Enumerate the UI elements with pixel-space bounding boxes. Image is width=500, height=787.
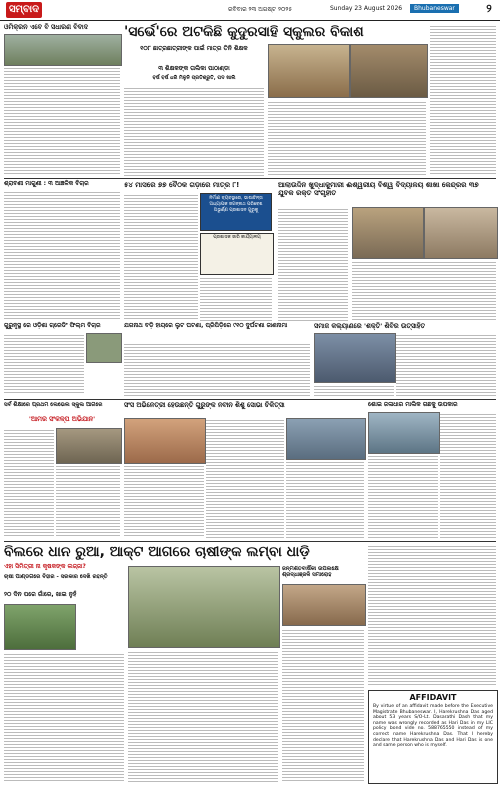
affidavit-text: By virtue of an affidavit made before the Executive Magistrate Bhubaneswar. I, Harekrushna Das aged about 53 years S/O-Lt. Dasarathi Dash that my name was wrongly recorded as Hari Das in my LIC policy bond vide no. 588765550 instead of my correct name Harekrushna Das. That I hereby declare that Harekrushna Das and Hari Das is one and same person who is myself.: [373, 704, 493, 749]
story-education-photo: [56, 428, 122, 464]
story-actress-body-3: [286, 460, 364, 538]
story-omicron-photo: [4, 34, 122, 66]
story-actress-body-2: [206, 418, 284, 538]
story-blood-photo: [352, 207, 424, 259]
story-education-quote: 'ଆମର ସଂକଳ୍ପ ଅଭିଯାନ': [28, 415, 96, 423]
divider-3: [4, 541, 496, 542]
divider: [4, 178, 496, 179]
story-film-body: [4, 333, 84, 393]
story-education-body-2: [56, 464, 120, 538]
story-actress-body: [124, 464, 204, 538]
page-number: ୨: [486, 2, 492, 15]
story-meeting-box: ନିର୍ମାଣ ବ୍ୟବସ୍ଥାରେ, ଭାଷାଚିନ୍ତା ଅଧ୍ୟାପକ ଜଗନ୍ନାଥ ପରିବେଶ ଅଭୁର୍ଣ୍ଣ ପ୍ରଶାସନ ଗୁରୁକୁ: [200, 193, 272, 231]
date-english: Sunday 23 August 2026: [330, 5, 403, 12]
story-tribute-title: ଜନ୍ମଶତବାର୍ଷିକୀ ଉପଲକ୍ଷେ ଶ୍ରଦ୍ଧାଞ୍ଜଳି ସମାରୋହ: [282, 566, 339, 579]
story-omicron-title: ଓମିକ୍ରନ ଏବେ ବି ସଧାରଣ ବିବାଦ: [4, 23, 89, 31]
story-shravani-title: ଶ୍ରାବଣୀ ମାଗୁଣୀ : ୩ ଆଞ୍ଚଳିକ ବିଚାର: [4, 180, 89, 187]
date-odia: ରବିବାର ୨୩ ଅଗଷ୍ଟ ୨୦୨୫: [228, 6, 293, 13]
city-label: Bhubaneswar: [410, 4, 459, 13]
story-shakti-body: [396, 333, 496, 397]
story-meeting-title: ୫୪ ମାସରେ ୭୭ ବୈଠକ ଗଡ଼ାରେ ମାତ୍ର ୮!: [124, 181, 240, 189]
big-headline: ବିଲରେ ଧାନ ରୁଆ, ଆକ୍ଟ ଆଗରେ ଚାଷୀଙ୍କ ଲମ୍ବା ଧାଡ଼ି: [4, 544, 310, 560]
divider-2: [4, 399, 496, 400]
right-bottom-body: [368, 544, 496, 686]
main-subhead-2: ୩ ଶିକ୍ଷକଙ୍କ ତାଲିକା ପାଠାଣ୍ଡା: [158, 65, 230, 72]
story-water-title: ଶୋଇ ଜଳାଧାର ମାଲିକ ଗଛକୁ ଉପକାର: [368, 401, 458, 408]
story-water-body: [440, 412, 496, 538]
main-story-body-2: [268, 100, 426, 176]
main-headline: 'ସର୍ଭେ'ରେ ଅଟକିଛି କୁଦୁରସାହି ସ୍କୁଲର ବିକାଶ: [124, 24, 364, 40]
story-actress-photo: [124, 418, 206, 464]
big-story-body: [4, 652, 124, 782]
masthead: [0, 0, 500, 21]
story-shravani-body: [4, 190, 120, 320]
story-actress-title: ସଂସ ଅଭିନେତ୍ରୀ ହେଉଛନ୍ତି ଗୁରୁଙ୍କ ନବୀନ ଶିଶୁ ସୋଭା ଚିକିତ୍ସା: [124, 401, 285, 409]
story-robbery-title: ଯଗନାଥ ବଡ଼ି ହାୟରେ ଲୁଟ ଘଟଣା, ପ୍ରିପିଡ଼ିରେ ୯୧୦ ଦୁର୍ଘଟଣା ଜାଣନାମା: [124, 322, 288, 329]
story-shakti-title: ସମାଜ କଲ୍ୟାଣରେ 'ଶକ୍ତି' ଶିବିର ଉତ୍ସାହିତ: [314, 322, 426, 330]
newspaper-logo: ସମ୍ବାଦ: [6, 2, 42, 18]
big-question: ଏହା ସିମିତ୍ରୀ ନା କୃଷକଙ୍କ ଲଜ୍ଜା?: [4, 563, 86, 570]
main-story-body: [124, 86, 264, 176]
story-blood-title: ଆଲାଉଦ୍ଦିନ ଖୁଦ୍ଧାକୁମାରୀ ଈଶ୍ୱରୀୟ ବିଶ୍ୱ ବିଦ୍ୟାଳୟ ଶାଖା କେନ୍ଦ୍ରର ୩୭ ଯୁବକ ରକ୍ତ ସଂଗୃହୀତ: [278, 181, 479, 198]
story-blood-body: [278, 207, 348, 321]
big-subhead-2: ୨୦ ଦିନ ପରେ ଗାଁରେ, ଖାଇ ନୁହଁ: [4, 591, 77, 598]
farmers-photo: [4, 604, 76, 650]
affidavit-title: AFFIDAVIT: [409, 693, 457, 702]
affidavit-box: [368, 690, 498, 784]
story-shakti-body-2: [314, 384, 394, 397]
big-subhead: ଚାଷୀ ପାଣ୍ଡଗରେ ବିହାର - ସରକାର ଦେଖି ରହନ୍ତି: [4, 574, 108, 580]
story-robbery-body: [124, 342, 310, 397]
school-photo-1: [268, 44, 350, 98]
story-blood-photo-2: [424, 207, 498, 259]
farmers-queue-photo: [128, 566, 280, 648]
story-actress-photo-2: [286, 418, 366, 460]
main-subhead-3: ବର୍ଷ ବର୍ଷ ଧରି ମିଳୁନି ପ୍ରତିଶ୍ରୁତି, ପଦ ଖାଲି: [152, 75, 236, 81]
school-photo-2: [350, 44, 428, 98]
main-subhead-1: ୧୦୮ ଛାତ୍ରଛାତ୍ରୀଙ୍କ ପାଇଁ ମାତ୍ର ତିନି ଶିକ୍ଷକ: [140, 45, 248, 52]
story-film-photo: [86, 333, 122, 363]
story-water-photo: [368, 412, 440, 454]
story-film-title: ଗୁରୁନୃସ୍ଥ ରେ ଓଡ଼ିଶା ଗ୍ରେଡିଂ ଫିଲ୍ମ ବିଚାର: [4, 322, 101, 329]
right-column-body: [430, 24, 496, 176]
story-shakti-photo: [314, 333, 396, 383]
big-story-body-2: [128, 650, 278, 782]
story-meeting-body: [124, 193, 198, 321]
story-education-title: ସର୍ବ ଶିକ୍ଷାରେ ପ୍ରଥମ ଲେଭେଲ ସ୍କୁଲ ଆଗରେ: [4, 402, 103, 408]
story-tribute-body: [282, 628, 364, 782]
story-tribute-photo: [282, 584, 366, 626]
story-meeting-body-2: [200, 276, 272, 321]
story-omicron-body: [4, 66, 120, 176]
story-education-body: [4, 428, 54, 538]
story-blood-body-2: [352, 260, 496, 321]
story-meeting-sign: ପ୍ରଶାସକ ଜାରି କାର୍ଯ୍ୟାଳୟ: [200, 233, 274, 275]
story-water-body-2: [368, 454, 438, 538]
